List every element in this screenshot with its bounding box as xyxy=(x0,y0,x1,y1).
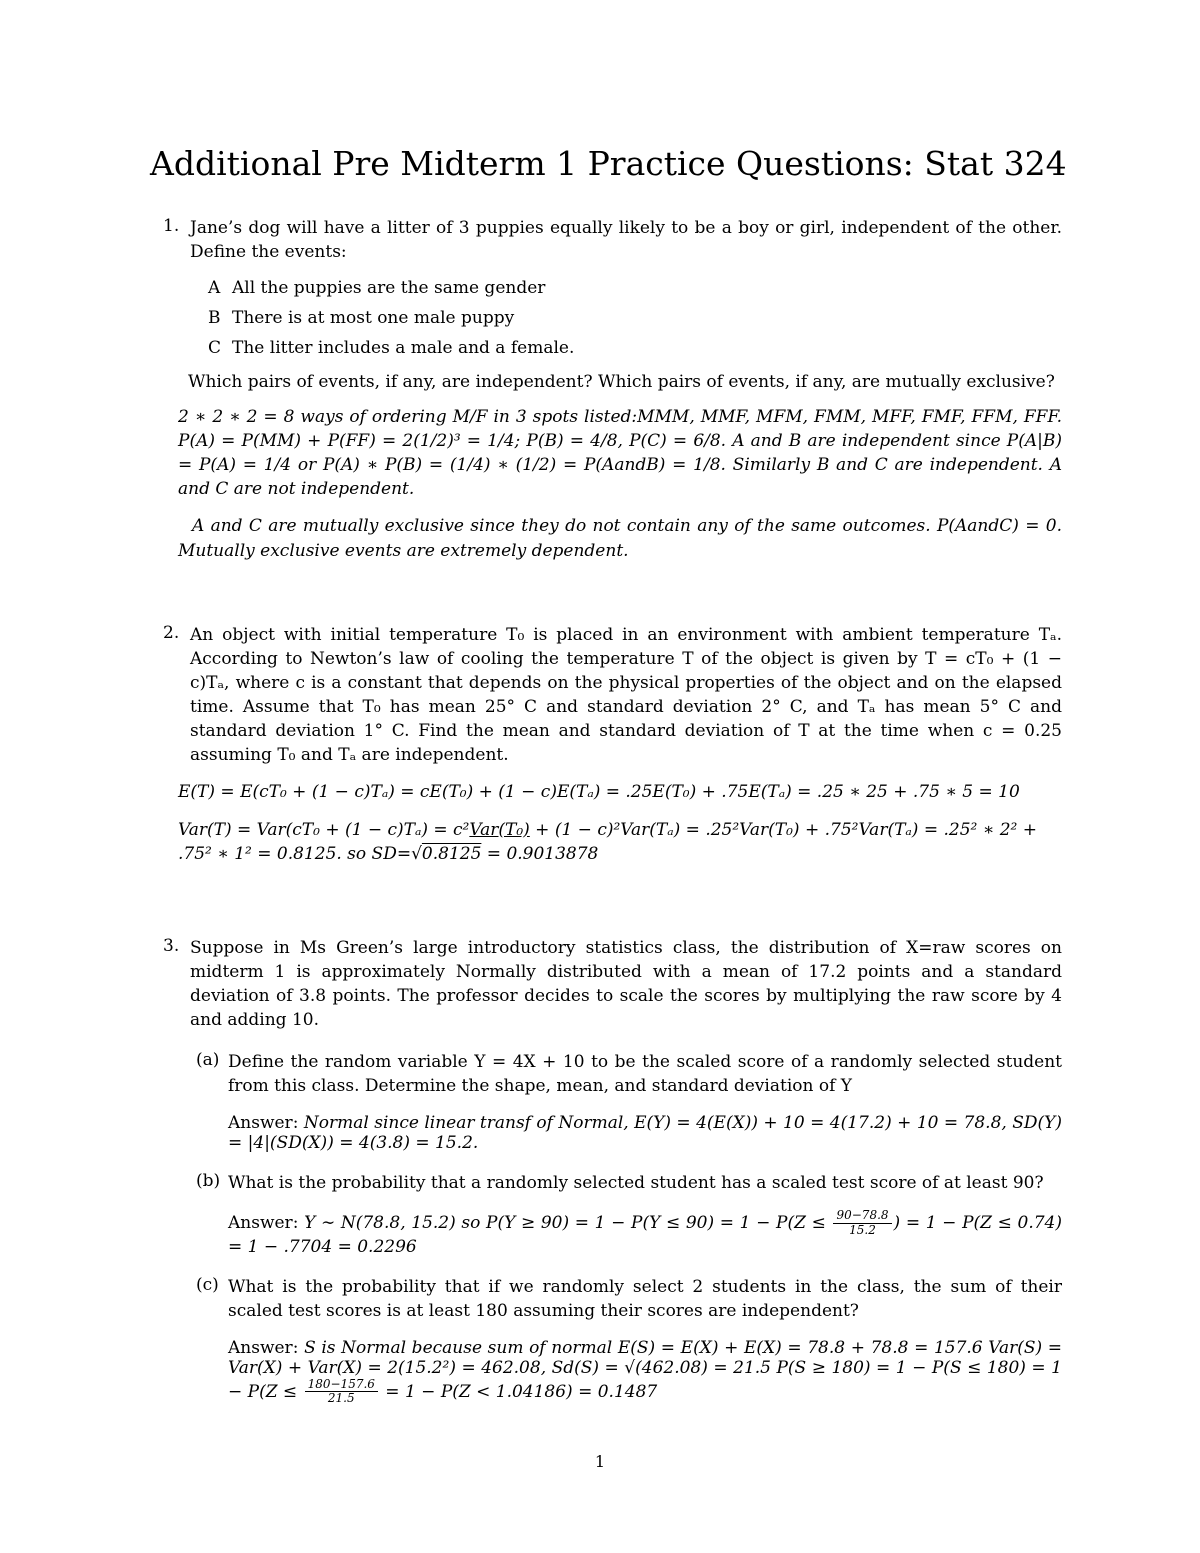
document-content xyxy=(150,144,1067,1406)
part-b-fraction-denominator: 15.2 xyxy=(849,1222,876,1237)
question-1 xyxy=(150,216,1062,563)
question-1-prompt: Which pairs of events, if any, are independent? Which pairs of events, if any, are mutually exclusive? xyxy=(188,371,1055,392)
event-c-label: C xyxy=(208,337,222,358)
question-2-variance-equation xyxy=(150,818,1062,866)
question-1-number: 1. xyxy=(163,215,180,236)
question-2-expectation-equation xyxy=(150,780,1062,804)
part-c-fraction-numerator: 180−157.6 xyxy=(305,1378,378,1393)
question-3-body-block xyxy=(150,936,1062,1033)
part-c-fraction-denominator: 21.5 xyxy=(327,1391,355,1406)
question-3-body: Suppose in Ms Green’s large introductory statistics class, the distribution of X=raw scores on midterm 1 is approximately Normally distributed with a mean of 17.2 points and a standard deviation of 3.8 points. The professor decides to scale the scores by multiplying the raw score by 4 and adding 10. xyxy=(190,937,1062,1031)
part-b-label: (b) xyxy=(196,1170,221,1191)
question-2-number: 2. xyxy=(163,622,180,643)
part-b-answer-post: ) = 1 − P(Z ≤ 0.74) = 1 − .7704 = 0.2296 xyxy=(228,1212,1062,1258)
part-b-question: What is the probability that a randomly selected student has a scaled test score of at least 90? xyxy=(228,1172,1044,1193)
part-b-answer-pre: Y ∼ N(78.8, 15.2) so P(Y ≥ 90) = 1 − P(Y ≤ 90) = 1 − P(Z ≤ xyxy=(304,1212,832,1233)
question-3 xyxy=(150,936,1062,1406)
event-list xyxy=(150,278,1062,358)
part-b-fraction xyxy=(833,1209,891,1238)
part-c-answer-pre: S is Normal because sum of normal E(S) = E(X) + E(X) = 78.8 + 78.8 = 157.6 Var(S) = Var(X) + Var(X) = 2(15.2²) = 462.08, Sd(S) = √(462.08) = 21.5 P(S ≥ 180) = 1 − P(S ≤ 180) = 1 − P(Z ≤ xyxy=(228,1337,1062,1402)
part-c-label: (c) xyxy=(196,1275,219,1296)
question-1-answer-paragraph-2: A and C are mutually exclusive since they do not contain any of the same outcomes. P(AandC) = 0. Mutually exclusive events are extremely dependent. xyxy=(178,516,1062,561)
document-title: Additional Pre Midterm 1 Practice Questions: Stat 324 xyxy=(150,144,1067,183)
question-2-body-block xyxy=(150,623,1062,768)
variance-equation-post: = 0.9013878 xyxy=(481,843,599,864)
part-b-answer xyxy=(150,1209,1062,1258)
part-c xyxy=(150,1275,1062,1323)
part-b-answer-label: Answer: xyxy=(228,1212,299,1233)
question-2 xyxy=(150,623,1062,866)
page-number: 1 xyxy=(594,1452,606,1471)
part-a-answer-label: Answer: xyxy=(228,1112,299,1133)
part-a-answer-text: Normal since linear transf of Normal, E(Y) = 4(E(X)) + 10 = 4(17.2) + 10 = 78.8, SD(Y) = |4|(SD(X)) = 4(3.8) = 15.2. xyxy=(228,1112,1062,1153)
part-c-answer-label: Answer: xyxy=(228,1337,299,1358)
event-b-text: There is at most one male puppy xyxy=(232,307,515,328)
event-a-text: All the puppies are the same gender xyxy=(232,277,546,298)
event-b-label: B xyxy=(208,307,221,328)
question-2-body: An object with initial temperature T₀ is placed in an environment with ambient temperature Tₐ. According to Newton’s law of cooling the temperature T of the object is given by T = cT₀ + (1 − c)Tₐ, where c is a constant that depends on the physical properties of the object and on the elapsed time. Assume that T₀ has mean 25° C and standard deviation 2° C, and Tₐ has mean 5° C and standard deviation 1° C. Find the mean and standard deviation of T at the time when c = 0.25 assuming T₀ and Tₐ are independent. xyxy=(190,624,1062,766)
part-a xyxy=(150,1050,1062,1098)
event-a-label: A xyxy=(208,277,221,298)
part-c-answer xyxy=(150,1338,1062,1407)
sqrt-argument: 0.8125 xyxy=(421,843,482,864)
event-item-b xyxy=(150,308,1062,328)
part-a-label: (a) xyxy=(196,1050,220,1071)
part-a-answer xyxy=(150,1113,1062,1153)
question-1-answer-paragraph-1: 2 ∗ 2 ∗ 2 = 8 ways of ordering M/F in 3 spots listed:MMM, MMF, MFM, FMM, MFF, FMF, FFM, FFF. P(A) = P(MM) + P(FF) = 2(1/2)³ = 1/4; P(B) = 4/8, P(C) = 6/8. A and B are independent since P(A|B) = P(A) = 1/4 or P(A) ∗ P(B) = (1/4) ∗ (1/2) = P(AandB) = 1/8. Similarly B and C are independent. A and C are not independent. xyxy=(178,406,1062,500)
variance-equation-mid: + (1 − c)²Var(Tₐ) = .25²Var(T₀) + .75²Var(Tₐ) = .25² ∗ 2² + .75² ∗ 1² = 0.8125. so SD=√ xyxy=(178,819,1037,864)
event-c-text: The litter includes a male and a female. xyxy=(232,337,575,358)
question-3-number: 3. xyxy=(163,935,180,956)
question-1-intro: Jane’s dog will have a litter of 3 puppies equally likely to be a boy or girl, independent of the other. Define the events: xyxy=(190,217,1062,262)
question-1-intro-block xyxy=(150,216,1062,264)
part-c-fraction xyxy=(305,1378,378,1407)
part-b xyxy=(150,1171,1062,1195)
part-b-fraction-numerator: 90−78.8 xyxy=(833,1209,891,1224)
part-c-question: What is the probability that if we randomly select 2 students in the class, the sum of their scaled test scores is at least 180 assuming their scores are independent? xyxy=(228,1277,1062,1322)
part-a-question: Define the random variable Y = 4X + 10 to be the scaled score of a randomly selected student from this class. Determine the shape, mean, and standard deviation of Y xyxy=(228,1052,1062,1097)
event-item-c xyxy=(150,338,1062,358)
variance-equation-underlined: Var(T₀) xyxy=(469,819,530,840)
part-c-answer-post: = 1 − P(Z < 1.04186) = 0.1487 xyxy=(379,1381,658,1402)
variance-equation-pre: Var(T) = Var(cT₀ + (1 − c)Tₐ) = c² xyxy=(178,819,470,840)
event-item-a xyxy=(150,278,1062,298)
expectation-equation-text: E(T) = E(cT₀ + (1 − c)Tₐ) = cE(T₀) + (1 − c)E(Tₐ) = .25E(T₀) + .75E(Tₐ) = .25 ∗ 25 + .75 ∗ 5 = 10 xyxy=(178,782,1020,803)
